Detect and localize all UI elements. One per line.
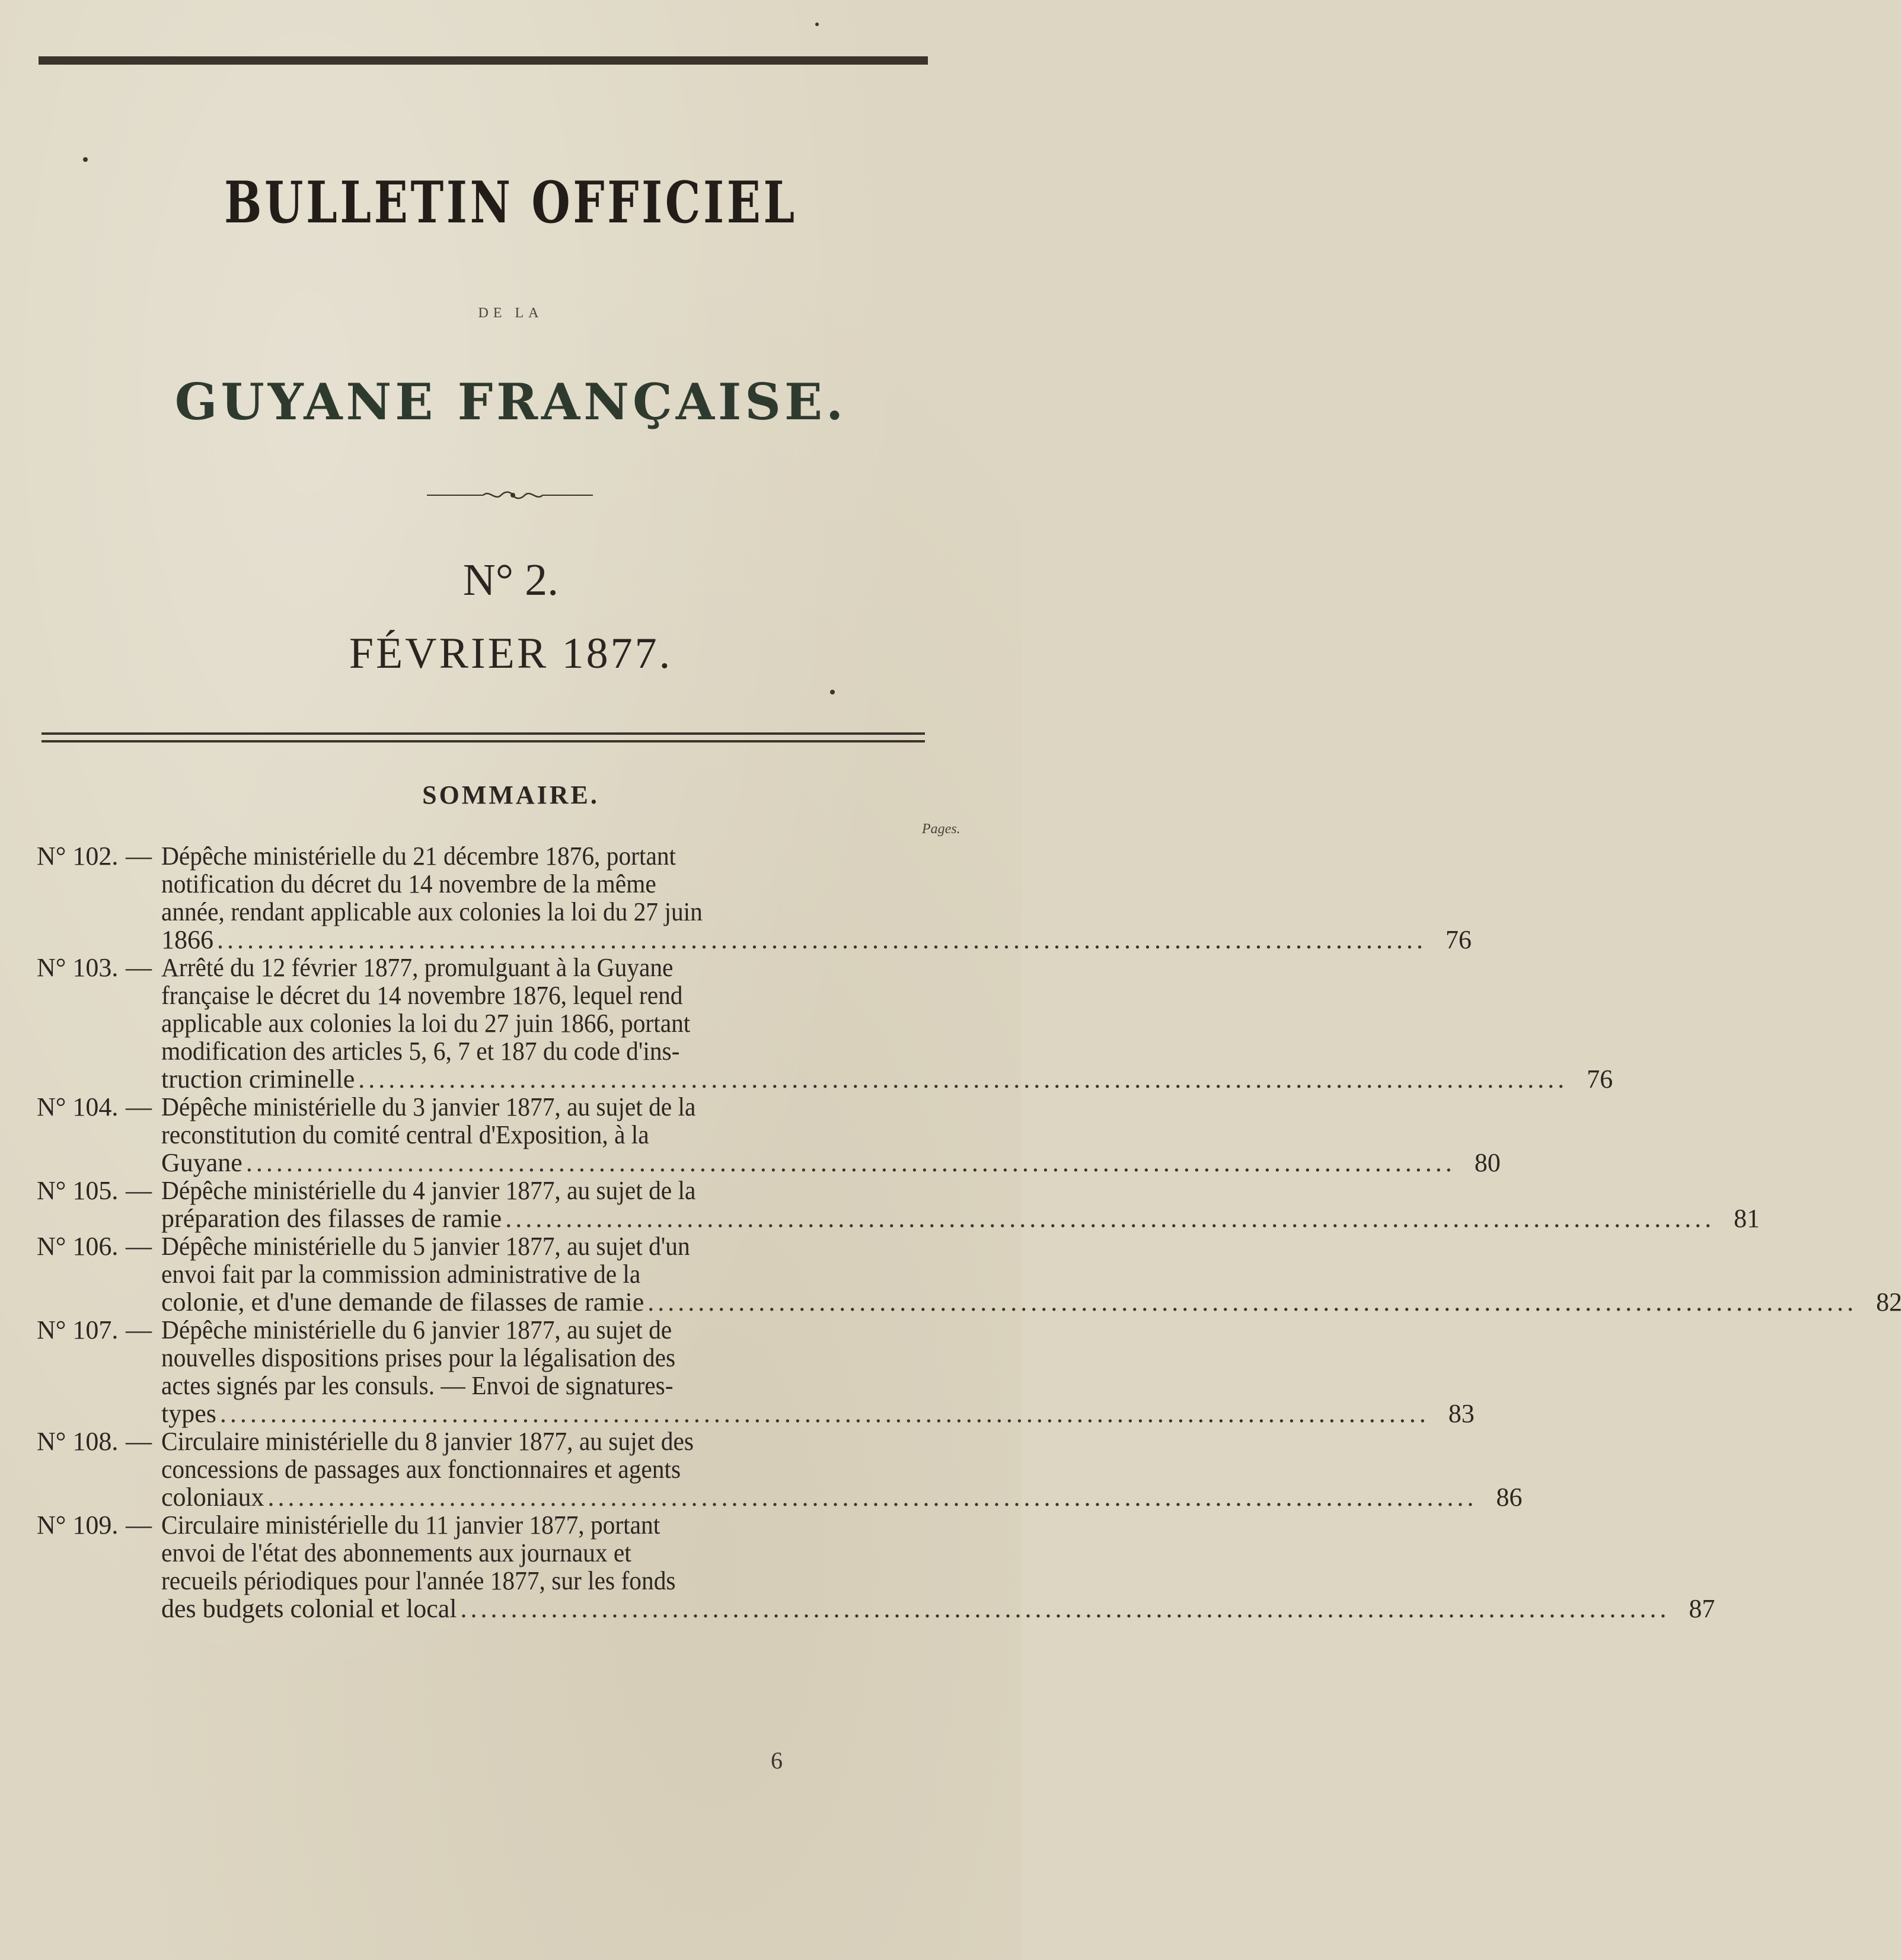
colony-title: GUYANE FRANÇAISE.	[174, 372, 847, 431]
entry-number: N° 108.	[37, 1427, 119, 1456]
entry-description	[161, 1092, 1501, 1177]
summary-entry	[37, 953, 1613, 1094]
entry-text-line: colonie, et d'une demande de filasses de ramie	[161, 1287, 644, 1317]
summary-entry	[37, 842, 1472, 954]
entry-text-line: Dépêche ministérielle du 4 janvier 1877, au sujet de la	[161, 1176, 696, 1205]
section-rule-upper	[42, 732, 925, 735]
entry-last-line	[161, 1148, 1501, 1177]
entry-text-line: Dépêche ministérielle du 3 janvier 1877, au sujet de la	[161, 1092, 696, 1121]
entry-description	[161, 1232, 1902, 1317]
entry-dash: —	[126, 842, 152, 871]
entry-text-line: envoi de l'état des abonnements aux journaux et	[161, 1538, 631, 1567]
dot-leader: ........................................................................................................................	[460, 1594, 1670, 1623]
entry-text-line: envoi fait par la commission administrative de la	[161, 1260, 641, 1289]
entry-text-line: modification des articles 5, 6, 7 et 187 du code d'ins-	[161, 1037, 680, 1066]
bulletin-title: BULLETIN OFFICIEL	[224, 169, 797, 236]
entry-text-line: recueils périodiques pour l'année 1877, sur les fonds	[161, 1566, 676, 1595]
entry-page-number: 83	[1448, 1399, 1475, 1428]
entry-description	[161, 953, 1613, 1094]
entry-page-number: 81	[1734, 1204, 1760, 1233]
entry-dash: —	[126, 953, 152, 982]
entry-text-line: coloniaux	[161, 1483, 264, 1512]
dot-leader: ........................................................................................................................	[358, 1065, 1568, 1094]
summary-entry	[37, 1092, 1501, 1177]
entry-text-line: reconstitution du comité central d'Exposition, à la	[161, 1120, 649, 1149]
page-folio: 6	[771, 1747, 783, 1774]
entry-text-line: notification du décret du 14 novembre de la même	[161, 869, 656, 898]
entry-dash: —	[126, 1510, 152, 1540]
ink-speck	[83, 157, 88, 162]
entry-text-line: Dépêche ministérielle du 21 décembre 1876, portant	[161, 842, 676, 871]
entry-text-line: truction criminelle	[161, 1065, 355, 1094]
entry-text-line: française le décret du 14 novembre 1876, lequel rend	[161, 981, 683, 1010]
dot-leader: ........................................................................................................................	[267, 1483, 1477, 1512]
summary-heading: SOMMAIRE.	[422, 780, 599, 810]
entry-text-line: Dépêche ministérielle du 6 janvier 1877, au sujet de	[161, 1315, 672, 1344]
entry-text-line: année, rendant applicable aux colonies la loi du 27 juin	[161, 897, 703, 926]
entry-dash: —	[126, 1232, 152, 1261]
entry-last-line	[161, 1399, 1475, 1428]
entry-text-line: 1866	[161, 925, 213, 954]
dot-leader: ........................................................................................................................	[505, 1204, 1715, 1233]
title-connector: DE LA	[478, 305, 544, 321]
entry-last-line	[161, 1594, 1715, 1623]
issue-date: FÉVRIER 1877.	[349, 629, 673, 678]
dot-leader: ........................................................................................................................	[647, 1287, 1858, 1317]
entry-dash: —	[126, 1315, 152, 1344]
dot-leader: ........................................................................................................................	[217, 925, 1426, 954]
section-rule-lower	[42, 740, 925, 742]
entry-last-line	[161, 1483, 1523, 1512]
entry-number: N° 109.	[37, 1510, 119, 1540]
entry-text-line: Dépêche ministérielle du 5 janvier 1877, au sujet d'un	[161, 1232, 690, 1261]
entry-dash: —	[126, 1427, 152, 1456]
entry-number: N° 103.	[37, 953, 119, 982]
entry-page-number: 86	[1496, 1483, 1523, 1512]
entry-number: N° 104.	[37, 1092, 119, 1121]
entry-last-line	[161, 925, 1472, 954]
dot-leader: ........................................................................................................................	[219, 1399, 1429, 1428]
entry-page-number: 76	[1445, 925, 1472, 954]
entry-dash: —	[126, 1092, 152, 1121]
entry-description	[161, 1427, 1523, 1512]
summary-entry	[37, 1510, 1715, 1623]
summary-entry	[37, 1232, 1902, 1317]
entry-text-line: Circulaire ministérielle du 11 janvier 1877, portant	[161, 1510, 660, 1540]
entry-page-number: 76	[1587, 1065, 1613, 1094]
dot-leader: ........................................................................................................................	[245, 1148, 1456, 1177]
entry-dash: —	[126, 1176, 152, 1205]
ink-speck	[815, 23, 819, 26]
entry-number: N° 107.	[37, 1315, 119, 1344]
entry-number: N° 106.	[37, 1232, 119, 1261]
summary-list	[37, 842, 1902, 1623]
entry-last-line	[161, 1204, 1760, 1233]
top-rule	[39, 56, 928, 65]
ornament-flourish-icon	[427, 486, 593, 504]
summary-entry	[37, 1315, 1475, 1428]
entry-description	[161, 1510, 1715, 1623]
entry-text-line: des budgets colonial et local	[161, 1594, 457, 1623]
entry-page-number: 87	[1689, 1594, 1715, 1623]
entry-text-line: applicable aux colonies la loi du 27 juin 1866, portant	[161, 1009, 691, 1038]
entry-text-line: nouvelles dispositions prises pour la légalisation des	[161, 1343, 676, 1372]
entry-page-number: 80	[1474, 1148, 1501, 1177]
ink-speck	[830, 690, 835, 694]
summary-entry	[37, 1176, 1760, 1233]
entry-text-line: Circulaire ministérielle du 8 janvier 1877, au sujet des	[161, 1427, 694, 1456]
entry-text-line: préparation des filasses de ramie	[161, 1204, 502, 1233]
entry-number: N° 102.	[37, 842, 119, 871]
entry-text-line: concessions de passages aux fonctionnaires et agents	[161, 1455, 681, 1484]
entry-last-line	[161, 1287, 1902, 1317]
entry-number: N° 105.	[37, 1176, 119, 1205]
entry-text-line: types	[161, 1399, 216, 1428]
entry-text-line: actes signés par les consuls. — Envoi de signatures-	[161, 1371, 674, 1400]
issue-number: N° 2.	[462, 555, 559, 605]
entry-text-line: Arrêté du 12 février 1877, promulguant à la Guyane	[161, 953, 674, 982]
entry-description	[161, 1176, 1760, 1233]
pages-column-label: Pages.	[922, 821, 960, 837]
entry-last-line	[161, 1065, 1613, 1094]
entry-description	[161, 1315, 1475, 1428]
summary-entry	[37, 1427, 1523, 1512]
entry-page-number: 82	[1876, 1287, 1902, 1317]
entry-description	[161, 842, 1472, 954]
entry-text-line: Guyane	[161, 1148, 242, 1177]
